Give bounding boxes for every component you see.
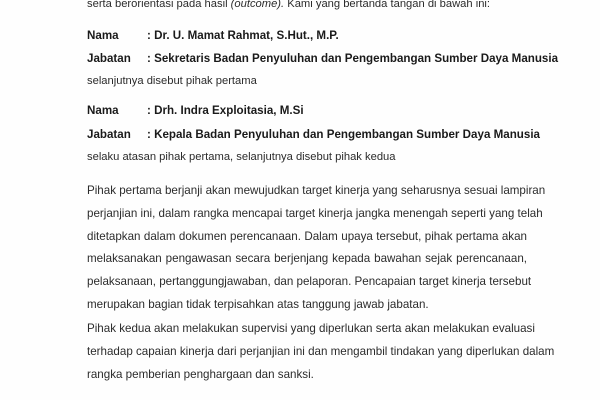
party2-designation: selaku atasan pihak pertama, selanjutnya disebut pihak kedua (87, 151, 396, 163)
paragraph-line: Pihak pertama berjanji akan mewujudkan target kinerja yang seharusnya sesuai lampiran (87, 184, 546, 197)
intro-text-italic: (outcome). (230, 0, 285, 10)
paragraph-line: rangka pemberian penghargaan dan sanksi. (87, 367, 314, 381)
party1-name-label: Nama (87, 29, 119, 42)
paragraph-supervision (87, 318, 555, 386)
party1-title-value: : Sekretaris Badan Penyuluhan dan Pengembangan Sumber Daya Manusia (147, 52, 559, 65)
party2-title-value: : Kepala Badan Penyuluhan dan Pengembangan Sumber Daya Manusia (147, 128, 540, 141)
paragraph-commitment (87, 180, 546, 317)
paragraph-line: melaksanakan pengawasan secara berjenjang kepada bawahan sejak perencanaan, (87, 252, 527, 266)
paragraph-line: terhadap capaian kinerja dari perjanjian ini dan mengambil tindakan yang diperlukan dalam (87, 344, 555, 358)
party1-title-label: Jabatan (87, 52, 131, 65)
intro-text-after: Kami yang bertanda tangan di bawah ini: (284, 0, 491, 10)
paragraph-line: perjanjian ini, dalam rangka mencapai target kinerja jangka menengah seperti yang telah (87, 206, 543, 220)
paragraph-line: ditetapkan dalam dokumen perencanaan. Dalam upaya tersebut, pihak pertama akan (87, 229, 527, 243)
intro-line (87, 0, 490, 11)
paragraph-line: pelaksanaan, pertanggungjawaban, dan pelaporan. Pencapaian target kinerja tersebut (87, 275, 532, 289)
paragraph-line: merupakan bagian tidak terpisahkan atas tanggung jawab jabatan. (87, 297, 429, 311)
party2-title-label: Jabatan (87, 128, 131, 141)
intro-text-before: serta berorientasi pada hasil (87, 0, 231, 10)
party2-name-value: : Drh. Indra Exploitasia, M.Si (147, 104, 304, 117)
party2-name-label: Nama (87, 104, 119, 117)
paragraph-line: Pihak kedua akan melakukan supervisi yang diperlukan serta akan melakukan evaluasi (87, 322, 535, 335)
party1-name-value: : Dr. U. Mamat Rahmat, S.Hut., M.P. (147, 29, 339, 42)
party1-designation: selanjutnya disebut pihak pertama (87, 75, 257, 87)
